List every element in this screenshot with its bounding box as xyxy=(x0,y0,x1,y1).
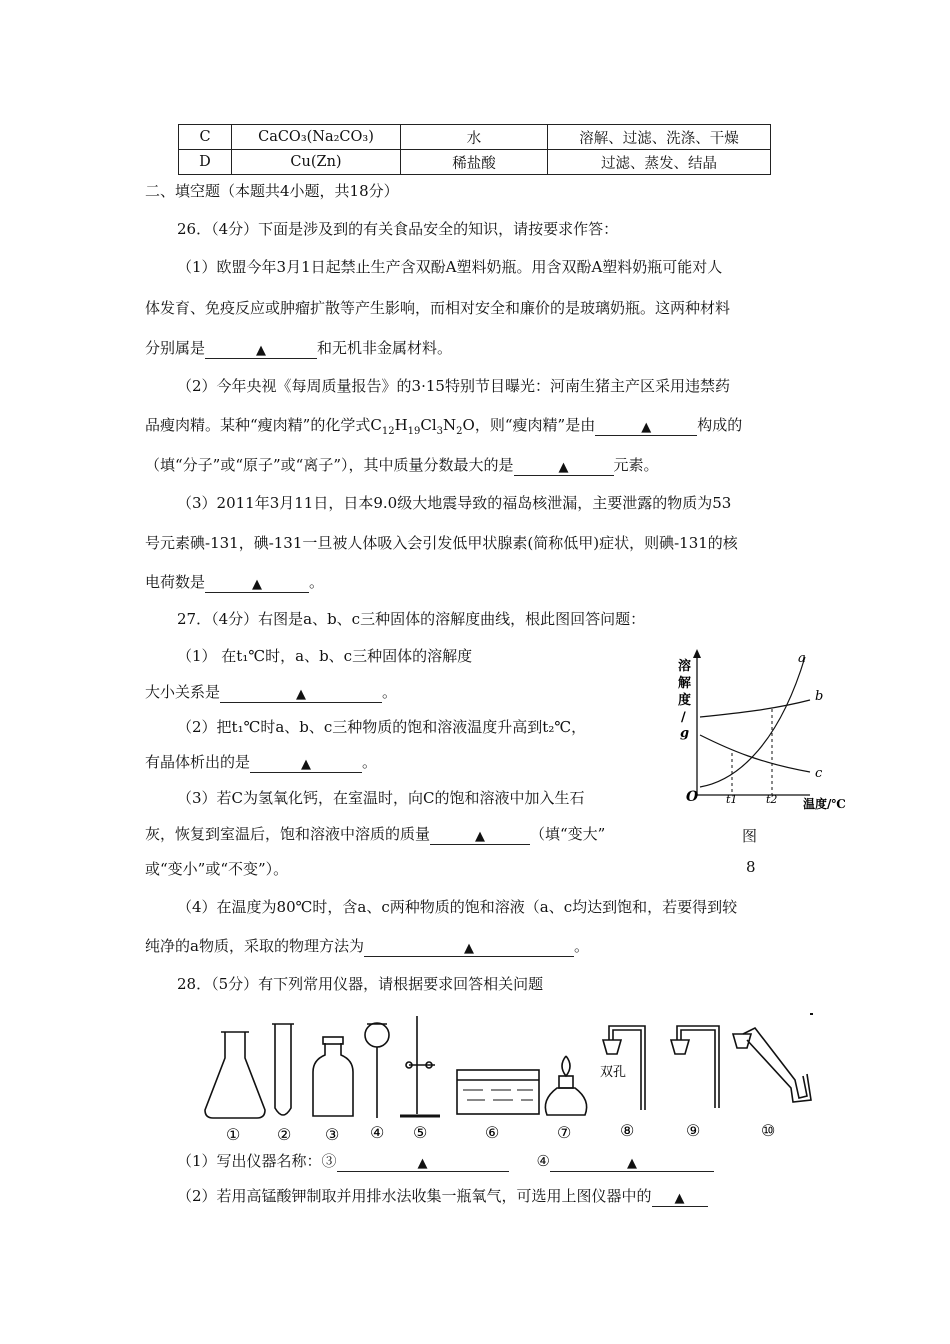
answer-blank[interactable] xyxy=(364,938,574,957)
lab-apparatus-figure xyxy=(195,1010,820,1145)
curve-b-label: b xyxy=(815,689,824,704)
q27-p1-line2 xyxy=(145,681,397,702)
curve-b xyxy=(700,700,810,717)
answer-blank[interactable] xyxy=(205,340,317,359)
stopper-delivery-tube-icon xyxy=(671,1040,689,1054)
text: 分别属是 xyxy=(145,339,206,357)
q27-p2-line1: （2）把t₁℃时a、b、c三种物质的饱和溶液温度升高到t₂℃， xyxy=(177,718,587,736)
curve-a-label: a xyxy=(798,651,806,666)
q27-p4-line1: （4）在温度为80℃时，含a、c两种物质的饱和溶液（a、c均达到饱和，若要得到较 xyxy=(177,898,738,916)
table-row xyxy=(179,150,771,175)
table-cell: CaCO₃(Na₂CO₃) xyxy=(232,125,401,150)
apparatus-label: ⑤ xyxy=(413,1123,428,1142)
apparatus-label: ④ xyxy=(370,1123,385,1142)
answer-blank[interactable] xyxy=(514,457,614,476)
text: （填“变大” xyxy=(530,825,606,843)
text: （2）若用高锰酸钾制取并用排水法收集一瓶氧气，可选用上图仪器中的 xyxy=(177,1187,652,1205)
triangle-icon: ▲ xyxy=(463,941,474,956)
triangle-icon: ▲ xyxy=(558,460,569,475)
chemical-formula: $C_{12}H_{19}Cl_3N_2O$ xyxy=(370,416,475,437)
triangle-icon: ▲ xyxy=(252,577,263,592)
q27-p3-line2 xyxy=(145,823,605,844)
q28-title: 28．（5分）有下列常用仪器，请根据要求回答相关问题 xyxy=(177,975,544,993)
apparatus-label: ② xyxy=(277,1125,292,1144)
answer-blank[interactable] xyxy=(220,684,382,703)
q27-p1-line1: （1） 在t₁℃时，a、b、c三种固体的溶解度 xyxy=(177,647,473,665)
apparatus-label: ⑦ xyxy=(557,1123,572,1142)
text: 品瘦肉精。某种“瘦肉精”的化学式 xyxy=(145,416,371,434)
triangle-icon: ▲ xyxy=(256,343,267,358)
apparatus-label: ⑧ xyxy=(620,1121,635,1140)
answer-blank[interactable] xyxy=(337,1153,509,1172)
apparatus-label: ⑩ xyxy=(761,1121,776,1140)
thistle-funnel-icon xyxy=(365,1023,389,1047)
triangle-icon: ▲ xyxy=(296,687,307,702)
text: 元素。 xyxy=(613,456,659,474)
q27-p4-line2 xyxy=(145,935,589,956)
q28-p2 xyxy=(177,1185,708,1206)
text: 和无机非金属材料。 xyxy=(317,339,453,357)
text: 灰，恢复到室温后，饱和溶液中溶质的质量 xyxy=(145,825,431,843)
answer-blank[interactable] xyxy=(550,1153,714,1172)
triangle-icon: ▲ xyxy=(641,420,652,435)
y-axis-arrow-icon xyxy=(693,649,701,658)
t1-label: t1 xyxy=(726,793,738,806)
y-label-char: g xyxy=(680,726,690,741)
text: 纯净的a物质，采取的物理方法为 xyxy=(145,937,364,955)
text: 。 xyxy=(382,683,398,701)
figure-caption-number: 8 xyxy=(746,858,756,876)
alcohol-lamp-icon xyxy=(545,1088,586,1115)
figure-caption: 图 xyxy=(742,827,758,845)
double-hole-stopper-icon xyxy=(603,1040,621,1054)
q26-p2-line3 xyxy=(145,454,659,475)
table-cell: 稀盐酸 xyxy=(401,150,548,175)
q26-p2-line1: （2）今年央视《每周质量报告》的3·15特别节目曝光：河南生猪主产区采用违禁药 xyxy=(177,377,730,395)
q27-p2-line2 xyxy=(145,751,377,772)
origin-label: O xyxy=(686,789,699,805)
text: 电荷数是 xyxy=(145,573,206,591)
table-cell: C xyxy=(179,125,232,150)
q26-p3-line3 xyxy=(145,571,324,592)
q27-p3-line3: 或“变小”或“不变”）。 xyxy=(145,860,289,878)
t2-label: t2 xyxy=(766,793,778,806)
text: ，则“瘦肉精”是由 xyxy=(474,416,596,434)
text: （填“分子”或“原子”或“离子”），其中质量分数最大的是 xyxy=(145,456,514,474)
answer-blank[interactable] xyxy=(205,574,309,593)
answer-blank[interactable] xyxy=(430,826,530,845)
apparatus-label: ③ xyxy=(325,1125,340,1144)
q27-title: 27．（4分）右图是a、b、c三种固体的溶解度曲线，根此图回答问题： xyxy=(177,610,646,628)
q26-p3-line1: （3）2011年3月11日，日本9.0级大地震导致的福岛核泄漏，主要泄露的物质为53 xyxy=(177,494,732,512)
q27-p3-line1: （3）若C为氢氧化钙，在室温时，向C的饱和溶液中加入生石 xyxy=(177,789,585,807)
text: 。 xyxy=(309,573,325,591)
table-cell: 水 xyxy=(401,125,548,150)
water-trough-icon xyxy=(457,1070,539,1114)
triangle-icon: ▲ xyxy=(475,829,486,844)
options-table xyxy=(178,124,771,175)
y-label-char: 解 xyxy=(678,676,692,691)
triangle-icon: ▲ xyxy=(627,1156,637,1171)
table-cell: D xyxy=(179,150,232,175)
text: （1）写出仪器名称：③ xyxy=(177,1152,337,1170)
y-label-char: / xyxy=(681,710,686,725)
curve-c-label: c xyxy=(815,766,823,781)
double-hole-label: 双孔 xyxy=(600,1065,627,1080)
conical-flask-icon xyxy=(205,1032,265,1118)
table-cell: Cu(Zn) xyxy=(232,150,401,175)
y-label-char: 度 xyxy=(678,693,692,708)
table-row xyxy=(179,125,771,150)
reagent-bottle-icon xyxy=(313,1043,353,1116)
text: 有晶体析出的是 xyxy=(145,753,251,771)
answer-blank[interactable] xyxy=(595,417,697,436)
apparatus-label: ⑥ xyxy=(485,1123,500,1142)
text: 构成的 xyxy=(697,416,743,434)
q26-title: 26．（4分）下面是涉及到的有关食品安全的知识，请按要求作答： xyxy=(177,220,619,238)
apparatus-label: ① xyxy=(226,1125,241,1144)
q26-p1-line3 xyxy=(145,337,452,358)
triangle-icon: ▲ xyxy=(301,757,312,772)
apparatus-label: ⑨ xyxy=(686,1121,701,1140)
answer-blank[interactable] xyxy=(250,754,362,773)
q26-p2-line2 xyxy=(145,414,742,437)
table-cell: 溶解、过滤、洗涤、干燥 xyxy=(548,125,771,150)
y-label-char: 溶 xyxy=(678,659,692,674)
solubility-curve-graph xyxy=(660,645,860,815)
text: 。 xyxy=(362,753,378,771)
q26-p1-line2: 体发育、免疫反应或肿瘤扩散等产生影响，而相对安全和廉价的是玻璃奶瓶。这两种材料 xyxy=(145,299,731,317)
triangle-icon: ▲ xyxy=(417,1156,428,1171)
text: ④ xyxy=(536,1152,550,1170)
test-tube-icon xyxy=(275,1024,291,1115)
x-axis-label: 温度/℃ xyxy=(803,797,846,811)
q26-p1-line1: （1）欧盟今年3月1日起禁止生产含双酚A塑料奶瓶。用含双酚A塑料奶瓶可能对人 xyxy=(177,258,723,276)
text: 。 xyxy=(573,937,589,955)
table-cell: 过滤、蒸发、结晶 xyxy=(548,150,771,175)
q26-p3-line2: 号元素碘-131，碘-131一旦被人体吸入会引发低甲状腺素(简称低甲)症状，则碘-131的核 xyxy=(145,534,738,552)
text: 大小关系是 xyxy=(145,683,221,701)
triangle-icon: ▲ xyxy=(674,1191,685,1206)
section-title: 二、填空题（本题共4小题，共18分） xyxy=(145,182,399,200)
q28-p1 xyxy=(177,1150,714,1171)
answer-blank[interactable] xyxy=(652,1188,708,1207)
